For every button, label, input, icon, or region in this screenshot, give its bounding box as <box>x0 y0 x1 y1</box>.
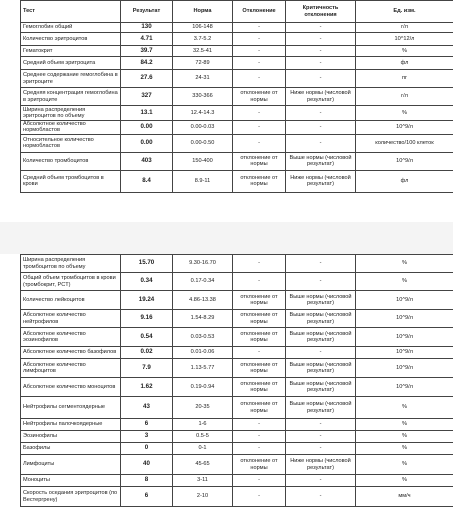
cell-unit: фл <box>356 170 453 192</box>
cell-deviation: отклонение от нормы <box>233 88 286 106</box>
results-page-2 <box>20 254 453 507</box>
cell-test: Нейтрофилы сегментоядерные <box>21 397 121 419</box>
table-row <box>21 255 453 273</box>
header-norm: Норма <box>173 1 233 23</box>
table-row <box>21 57 453 70</box>
cell-test: Средний объем эритроцита <box>21 57 121 70</box>
cell-test: Нейтрофилы палочкоядерные <box>21 419 121 431</box>
cell-criticality: Выше нормы (числовой результат) <box>286 291 356 310</box>
table-row <box>21 347 453 359</box>
table-row <box>21 487 453 507</box>
cell-test: Средний объем тромбоцитов в крови <box>21 170 121 192</box>
cell-result: 84.2 <box>121 57 173 70</box>
cell-norm: 0-1 <box>173 443 233 455</box>
cell-norm: 8.9-11 <box>173 170 233 192</box>
table-row <box>21 359 453 378</box>
cell-unit: 10^9/л <box>356 121 453 135</box>
cell-deviation: - <box>233 121 286 135</box>
cell-norm: 330-366 <box>173 88 233 106</box>
cell-result: 43 <box>121 397 173 419</box>
cell-unit: 10^9/л <box>356 328 453 347</box>
cell-unit: % <box>356 106 453 121</box>
cell-norm: 72-89 <box>173 57 233 70</box>
cell-criticality: Ниже нормы (числовой результат) <box>286 455 356 475</box>
cell-criticality: - <box>286 347 356 359</box>
cell-criticality: - <box>286 46 356 57</box>
cell-deviation: - <box>233 487 286 507</box>
cell-test: Абсолютное количество нейтрофилов <box>21 310 121 328</box>
cell-result: 403 <box>121 152 173 170</box>
results-table-2 <box>20 254 453 507</box>
cell-norm: 0.03-0.53 <box>173 328 233 347</box>
cell-criticality: - <box>286 121 356 135</box>
cell-norm: 20-35 <box>173 397 233 419</box>
cell-deviation: - <box>233 70 286 88</box>
cell-unit: 10^9/л <box>356 152 453 170</box>
cell-result: 8.4 <box>121 170 173 192</box>
cell-test: Абсолютное количество нормобластов <box>21 121 121 135</box>
cell-criticality: - <box>286 23 356 33</box>
cell-norm: 0.00-0.03 <box>173 121 233 135</box>
cell-unit: % <box>356 419 453 431</box>
table-row <box>21 121 453 135</box>
table-row <box>21 23 453 33</box>
cell-test: Среднее содержание гемоглобина в эритроците <box>21 70 121 88</box>
cell-criticality: - <box>286 431 356 443</box>
cell-criticality: Выше нормы (числовой результат) <box>286 328 356 347</box>
cell-deviation: - <box>233 419 286 431</box>
cell-deviation: отклонение от нормы <box>233 359 286 378</box>
cell-criticality: - <box>286 70 356 88</box>
cell-unit: 10^12/л <box>356 33 453 46</box>
cell-test: Абсолютное количество моноцитов <box>21 378 121 397</box>
cell-deviation: отклонение от нормы <box>233 170 286 192</box>
cell-deviation: - <box>233 33 286 46</box>
cell-deviation: отклонение от нормы <box>233 378 286 397</box>
cell-unit: 10^9/л <box>356 291 453 310</box>
cell-norm: 1.13-5.77 <box>173 359 233 378</box>
cell-norm: 24-31 <box>173 70 233 88</box>
cell-deviation: - <box>233 475 286 487</box>
cell-norm: 3-11 <box>173 475 233 487</box>
cell-unit: фл <box>356 57 453 70</box>
cell-unit: количество/100 клеток <box>356 134 453 152</box>
table-row <box>21 134 453 152</box>
cell-criticality: - <box>286 106 356 121</box>
cell-test: Относительное количество нормобластов <box>21 134 121 152</box>
header-result: Результат <box>121 1 173 23</box>
cell-result: 6 <box>121 487 173 507</box>
cell-result: 6 <box>121 419 173 431</box>
cell-criticality: - <box>286 273 356 291</box>
cell-unit: % <box>356 397 453 419</box>
cell-criticality: Выше нормы (числовой результат) <box>286 378 356 397</box>
cell-result: 0.02 <box>121 347 173 359</box>
cell-test: Абсолютное количество лимфоцитов <box>21 359 121 378</box>
cell-unit: 10^9/л <box>356 347 453 359</box>
cell-test: Эозинофилы <box>21 431 121 443</box>
cell-norm: 0.00-0.50 <box>173 134 233 152</box>
cell-unit: % <box>356 273 453 291</box>
cell-deviation: - <box>233 255 286 273</box>
table-row <box>21 152 453 170</box>
cell-test: Количество тромбоцитов <box>21 152 121 170</box>
table-row <box>21 397 453 419</box>
cell-result: 9.16 <box>121 310 173 328</box>
table-row <box>21 455 453 475</box>
cell-norm: 9.30-16.70 <box>173 255 233 273</box>
cell-criticality: - <box>286 487 356 507</box>
cell-test: Гемоглобин общий <box>21 23 121 33</box>
table-row <box>21 106 453 121</box>
cell-deviation: отклонение от нормы <box>233 310 286 328</box>
cell-unit: 10^9/л <box>356 378 453 397</box>
cell-norm: 2-10 <box>173 487 233 507</box>
cell-deviation: отклонение от нормы <box>233 291 286 310</box>
table-row <box>21 273 453 291</box>
cell-result: 327 <box>121 88 173 106</box>
table-row <box>21 475 453 487</box>
cell-result: 19.24 <box>121 291 173 310</box>
cell-criticality: Выше нормы (числовой результат) <box>286 397 356 419</box>
cell-unit: 10^9/л <box>356 359 453 378</box>
cell-deviation: отклонение от нормы <box>233 152 286 170</box>
cell-criticality: - <box>286 443 356 455</box>
cell-norm: 0.5-5 <box>173 431 233 443</box>
cell-norm: 45-65 <box>173 455 233 475</box>
cell-deviation: - <box>233 431 286 443</box>
cell-deviation: отклонение от нормы <box>233 455 286 475</box>
cell-criticality: Ниже нормы (числовой результат) <box>286 88 356 106</box>
cell-test: Абсолютное количество базофилов <box>21 347 121 359</box>
cell-norm: 1-6 <box>173 419 233 431</box>
cell-result: 39.7 <box>121 46 173 57</box>
cell-norm: 12.4-14.3 <box>173 106 233 121</box>
header-unit: Ед. изм. <box>356 1 453 23</box>
cell-criticality: Выше нормы (числовой результат) <box>286 310 356 328</box>
cell-norm: 0.17-0.34 <box>173 273 233 291</box>
cell-norm: 32.5-41 <box>173 46 233 57</box>
cell-result: 3 <box>121 431 173 443</box>
table-row <box>21 431 453 443</box>
cell-result: 130 <box>121 23 173 33</box>
cell-deviation: отклонение от нормы <box>233 397 286 419</box>
cell-result: 0.54 <box>121 328 173 347</box>
page-break <box>0 222 453 254</box>
cell-unit: % <box>356 455 453 475</box>
cell-test: Средняя концентрация гемоглобина в эритроците <box>21 88 121 106</box>
cell-norm: 0.01-0.06 <box>173 347 233 359</box>
cell-test: Скорость оседания эритроцитов (по Вестергрену) <box>21 487 121 507</box>
table-row <box>21 419 453 431</box>
table-row <box>21 70 453 88</box>
cell-unit: % <box>356 475 453 487</box>
cell-unit: % <box>356 443 453 455</box>
cell-deviation: - <box>233 23 286 33</box>
cell-criticality: - <box>286 57 356 70</box>
table-row <box>21 33 453 46</box>
cell-norm: 4.86-13.38 <box>173 291 233 310</box>
table-row <box>21 170 453 192</box>
cell-result: 15.70 <box>121 255 173 273</box>
cell-result: 8 <box>121 475 173 487</box>
cell-criticality: - <box>286 419 356 431</box>
cell-test: Гематокрит <box>21 46 121 57</box>
cell-norm: 106-148 <box>173 23 233 33</box>
cell-unit: мм/ч <box>356 487 453 507</box>
table-header-row <box>21 1 453 23</box>
cell-norm: 3.7-5.2 <box>173 33 233 46</box>
cell-criticality: Выше нормы (числовой результат) <box>286 152 356 170</box>
table-row <box>21 46 453 57</box>
cell-norm: 150-400 <box>173 152 233 170</box>
cell-deviation: - <box>233 106 286 121</box>
cell-test: Моноциты <box>21 475 121 487</box>
cell-deviation: - <box>233 443 286 455</box>
cell-deviation: - <box>233 46 286 57</box>
cell-deviation: - <box>233 57 286 70</box>
cell-result: 0.00 <box>121 134 173 152</box>
cell-result: 0.34 <box>121 273 173 291</box>
cell-result: 13.1 <box>121 106 173 121</box>
cell-norm: 1.54-8.29 <box>173 310 233 328</box>
cell-deviation: отклонение от нормы <box>233 328 286 347</box>
cell-unit: г/л <box>356 88 453 106</box>
cell-result: 4.71 <box>121 33 173 46</box>
cell-criticality: - <box>286 255 356 273</box>
table-row <box>21 378 453 397</box>
cell-test: Базофилы <box>21 443 121 455</box>
cell-unit: 10^9/л <box>356 310 453 328</box>
cell-criticality: Ниже нормы (числовой результат) <box>286 170 356 192</box>
cell-unit: % <box>356 46 453 57</box>
cell-unit: % <box>356 255 453 273</box>
header-criticality: Критичность отклонения <box>286 1 356 23</box>
cell-test: Количество эритроцитов <box>21 33 121 46</box>
table-row <box>21 328 453 347</box>
cell-result: 27.6 <box>121 70 173 88</box>
cell-result: 40 <box>121 455 173 475</box>
cell-test: Ширина распределения эритроцитов по объему <box>21 106 121 121</box>
cell-criticality: Выше нормы (числовой результат) <box>286 359 356 378</box>
cell-deviation: - <box>233 347 286 359</box>
cell-result: 1.62 <box>121 378 173 397</box>
cell-result: 0.00 <box>121 121 173 135</box>
cell-test: Лимфоциты <box>21 455 121 475</box>
header-test: Тест <box>21 1 121 23</box>
cell-deviation: - <box>233 273 286 291</box>
table-row <box>21 443 453 455</box>
cell-criticality: - <box>286 134 356 152</box>
cell-criticality: - <box>286 475 356 487</box>
cell-result: 7.9 <box>121 359 173 378</box>
cell-deviation: - <box>233 134 286 152</box>
table-row <box>21 291 453 310</box>
cell-test: Количество лейкоцитов <box>21 291 121 310</box>
table-row <box>21 88 453 106</box>
cell-unit: % <box>356 431 453 443</box>
cell-criticality: - <box>286 33 356 46</box>
table-row <box>21 310 453 328</box>
cell-norm: 0.19-0.94 <box>173 378 233 397</box>
header-deviation: Отклонение <box>233 1 286 23</box>
cell-test: Общий объем тромбоцитов в крови (тромбокрит, PCT) <box>21 273 121 291</box>
cell-test: Абсолютное количество эозинофилов <box>21 328 121 347</box>
results-page-1 <box>20 0 453 193</box>
cell-result: 0 <box>121 443 173 455</box>
cell-test: Ширина распределения тромбоцитов по объему <box>21 255 121 273</box>
cell-unit: г/л <box>356 23 453 33</box>
results-table-1 <box>20 0 453 193</box>
cell-unit: пг <box>356 70 453 88</box>
